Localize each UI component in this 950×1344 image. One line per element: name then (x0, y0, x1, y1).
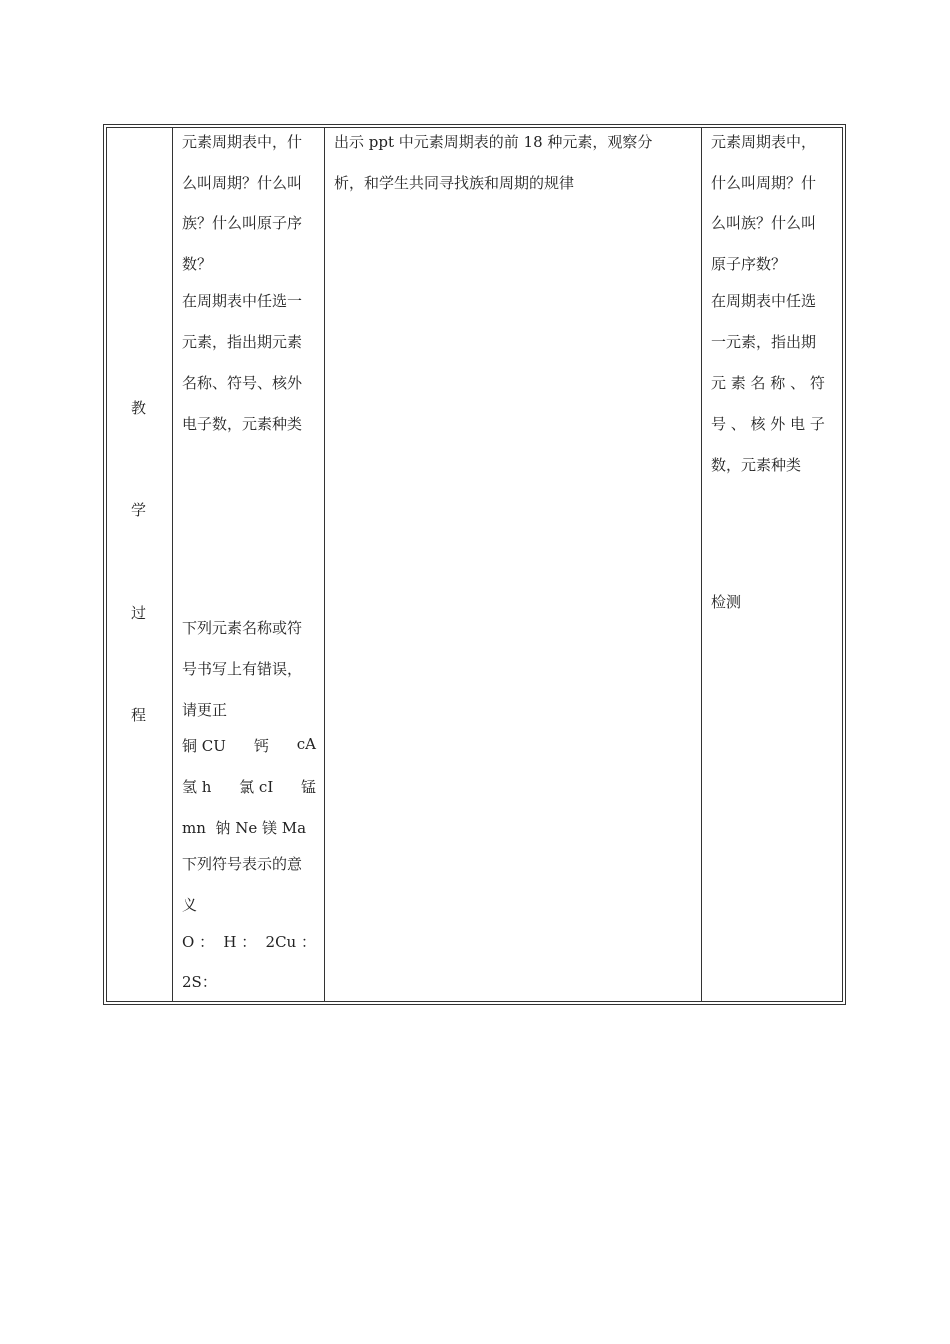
student-line: 数，元素种类 (711, 456, 802, 474)
side-label-char: 教 (131, 399, 147, 417)
error-row (182, 776, 316, 797)
side-label-char: 过 (131, 604, 147, 622)
question-line: 电子数，元素种类 (182, 415, 303, 433)
symbol-row (182, 931, 316, 952)
symbol-row: 2S： (182, 973, 217, 991)
question-line: 请更正 (182, 701, 228, 719)
question-line: 元素，指出期元素 (182, 333, 303, 351)
activity-line: 析，和学生共同寻找族和周期的规律 (334, 174, 575, 192)
error-item: 氯 cI (239, 778, 274, 796)
error-row: mn 钠 Ne 镁 Ma (182, 819, 307, 837)
student-line: 一元素，指出期 (711, 333, 817, 351)
student-line: 什么叫周期？什 (711, 174, 817, 192)
question-line: 下列符号表示的意 (182, 855, 303, 873)
student-line: 元 素 名 称 、 符 (711, 374, 825, 392)
error-item: 锰 (300, 778, 316, 796)
question-line: 号书写上有错误， (182, 660, 303, 678)
side-label-char: 学 (131, 501, 147, 519)
symbol-item: O ： (182, 933, 215, 951)
student-line: 原子序数？ (711, 255, 787, 273)
error-item: 铜 CU (182, 737, 226, 755)
question-line: 么叫周期？什么叫 (182, 174, 303, 192)
error-row (182, 735, 316, 756)
column-divider-3 (701, 127, 702, 1002)
activity-line: 出示 ppt 中元素周期表的前 18 种元素，观察分 (334, 133, 653, 151)
error-item: cA (296, 735, 316, 753)
student-line: 号 、 核 外 电 子 (711, 415, 825, 433)
student-line: 检测 (711, 593, 742, 611)
question-line: 名称、符号、核外 (182, 374, 303, 392)
column-divider-2 (324, 127, 325, 1002)
question-line: 义 (182, 896, 198, 914)
side-label-char: 程 (131, 706, 147, 724)
student-line: 么叫族？什么叫 (711, 214, 817, 232)
symbol-item: 2Cu ： (265, 933, 316, 951)
error-item: 氢 h (182, 778, 212, 796)
question-line: 元素周期表中，什 (182, 133, 303, 151)
question-line: 数？ (182, 255, 213, 273)
question-line: 下列元素名称或符 (182, 619, 303, 637)
column-divider-1 (172, 127, 173, 1002)
student-line: 在周期表中任选 (711, 292, 817, 310)
question-line: 在周期表中任选一 (182, 292, 303, 310)
symbol-item: H ： (223, 933, 257, 951)
question-line: 族？什么叫原子序 (182, 214, 303, 232)
error-item: 钙 (253, 737, 269, 755)
student-line: 元素周期表中， (711, 133, 817, 151)
